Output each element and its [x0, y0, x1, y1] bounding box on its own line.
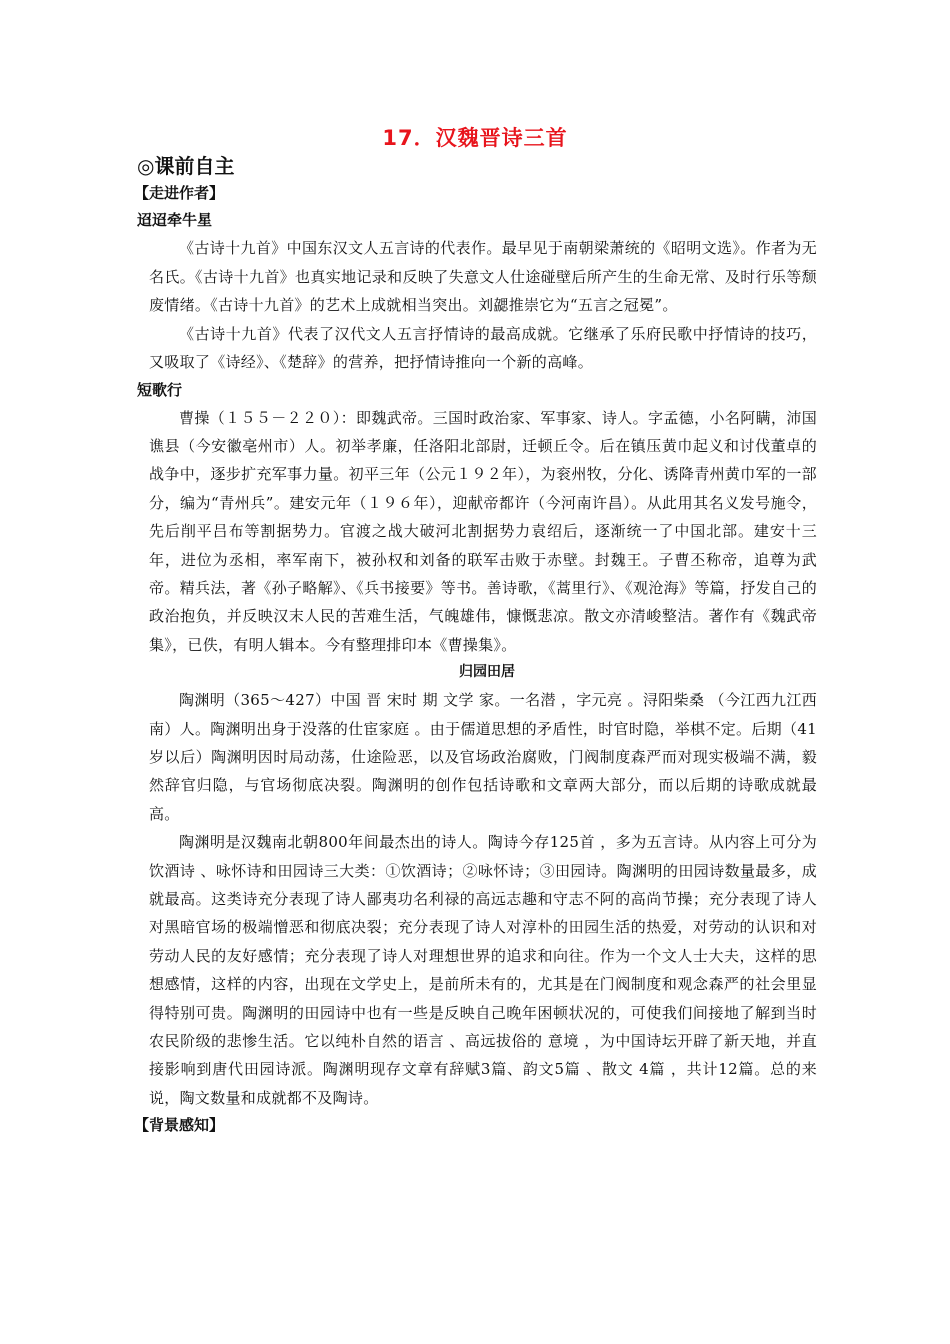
poem1-paragraph-1: 《古诗十九首》中国东汉文人五言诗的代表作。最早见于南朝梁萧统的《昭明文选》。作者为无名氏。《古诗十九首》也真实地记录和反映了失意文人仕途碰壁后所产生的生命无常、及时行乐等颓废情绪。《古诗十九首》的艺术上成就相当突出。刘勰推崇它为“五言之冠冕”。	[149, 239, 817, 314]
poem3-heading: 归园田居	[459, 664, 515, 681]
background-heading: 【背景感知】	[134, 1116, 225, 1135]
poem3-paragraph-1: 陶渊明（365～427）中国 晋 宋时 期 文学 家。一名潜 ，字元亮 。浔阳柴桑 （今江西九江西南）人。陶渊明出身于没落的仕宦家庭 。由于儒道思想的矛盾性，时官时隐，举棋不定。后期（41岁以后）陶渊明因时局动荡，仕途险恶，以及官场政治腐败，门阀制度森严而对现实极端不满，毅然辞官归隐，与官场彻底决裂。陶渊明的创作包括诗歌和文章两大部分，而以后期的诗歌成就最高。	[149, 691, 817, 823]
poem1-heading: 迢迢牵牛星	[137, 211, 213, 229]
document-body	[134, 180, 817, 1139]
poem2-paragraph-1: 曹操（１５５－２２０）：即魏武帝。三国时政治家、军事家、诗人。字孟德，小名阿瞒，沛国谯县（今安徽亳州市）人。初举孝廉，任洛阳北部尉，迁顿丘令。后在镇压黄巾起义和讨伐董卓的战争中，逐步扩充军事力量。初平三年（公元１９２年），为衮州牧，分化、诱降青州黄巾军的一部分，编为“青州兵”。建安元年（１９６年），迎献帝都许（今河南许昌）。从此用其名义发号施令，先后削平吕布等割据势力。官渡之战大破河北割据势力袁绍后，逐渐统一了中国北部。建安十三年，进位为丞相，率军南下，被孙权和刘备的联军击败于赤壁。封魏王。子曹丕称帝，追尊为武帝。精兵法，著《孙子略解》、《兵书接要》等书。善诗歌，《蒿里行》、《观沧海》等篇，抒发自己的政治抱负，并反映汉末人民的苦难生活，气魄雄伟，慷慨悲凉。散文亦清峻整洁。著作有《魏武帝集》，已佚，有明人辑本。今有整理排印本《曹操集》。	[149, 408, 817, 654]
poem2-heading: 短歌行	[137, 380, 183, 399]
section-heading: ◎课前自主	[137, 154, 235, 178]
poem3-paragraph-2: 陶渊明是汉魏南北朝800年间最杰出的诗人。陶诗今存125首 ，多为五言诗。从内容上可分为饮酒诗 、咏怀诗和田园诗三大类：①饮酒诗；②咏怀诗；③田园诗。陶渊明的田园诗数量最多，成就最高。这类诗充分表现了诗人鄙夷功名利禄的高远志趣和守志不阿的高尚节操；充分表现了诗人对黑暗官场的极端憎恶和彻底决裂；充分表现了诗人对淳朴的田园生活的热爱，对劳动的认识和对劳动人民的友好感情；充分表现了诗人对理想世界的追求和向往。作为一个文人士大夫，这样的思想感情，这样的内容，出现在文学史上，是前所未有的，尤其是在门阀制度和观念森严的社会里显得特别可贵。陶渊明的田园诗中也有一些是反映自己晚年困顿状况的，可使我们间接地了解到当时农民阶级的悲惨生活。它以纯朴自然的语言 、高远拔俗的 意境 ，为中国诗坛开辟了新天地，并直接影响到唐代田园诗派。陶渊明现存文章有辞赋3篇、韵文5篇 、散文 4篇 ，共计12篇。总的来说，陶文数量和成就都不及陶诗。	[149, 833, 817, 1107]
poem1-paragraph-2: 《古诗十九首》代表了汉代文人五言抒情诗的最高成就。它继承了乐府民歌中抒情诗的技巧，又吸取了《诗经》、《楚辞》的营养，把抒情诗推向一个新的高峰。	[149, 324, 817, 371]
document-title: 17．汉魏晋诗三首	[382, 126, 568, 150]
author-heading: 【走进作者】	[134, 184, 225, 202]
